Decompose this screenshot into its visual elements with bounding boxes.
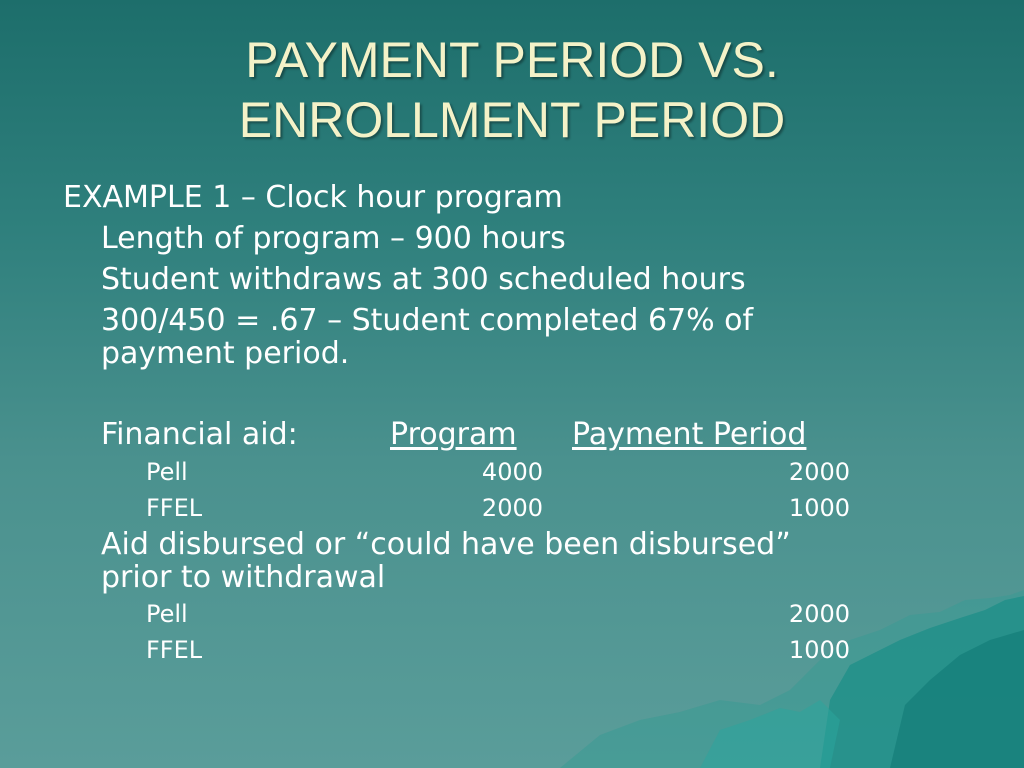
- withdraw-line: Student withdraws at 300 scheduled hours: [101, 262, 746, 297]
- table1-row1-name: Pell: [146, 458, 188, 486]
- table1-row2-program: 2000: [481, 494, 543, 522]
- financial-aid-label: Financial aid:: [101, 417, 298, 452]
- table1-row2-payment-period: 1000: [788, 494, 850, 522]
- disbursed-line-2: prior to withdrawal: [101, 560, 386, 595]
- calculation-line-2: payment period.: [101, 336, 350, 371]
- table2-row1-payment-period: 2000: [788, 600, 850, 628]
- disbursed-line-1: Aid disbursed or “could have been disbursed”: [101, 527, 791, 562]
- column-header-payment-period: Payment Period: [572, 417, 807, 452]
- table2-row1-name: Pell: [146, 600, 188, 628]
- program-length-line: Length of program – 900 hours: [101, 221, 566, 256]
- column-header-program: Program: [390, 417, 517, 452]
- table1-row1-program: 4000: [481, 458, 543, 486]
- example-heading: EXAMPLE 1 – Clock hour program: [63, 180, 563, 215]
- calculation-line-1: 300/450 = .67 – Student completed 67% of: [101, 303, 754, 338]
- table1-row2-name: FFEL: [146, 494, 203, 522]
- table2-row2-payment-period: 1000: [788, 636, 850, 664]
- title-line-1: PAYMENT PERIOD VS.: [245, 32, 779, 88]
- title-line-2: ENROLLMENT PERIOD: [238, 92, 786, 148]
- table2-row2-name: FFEL: [146, 636, 203, 664]
- slide-title: [0, 30, 1024, 150]
- table1-row1-payment-period: 2000: [788, 458, 850, 486]
